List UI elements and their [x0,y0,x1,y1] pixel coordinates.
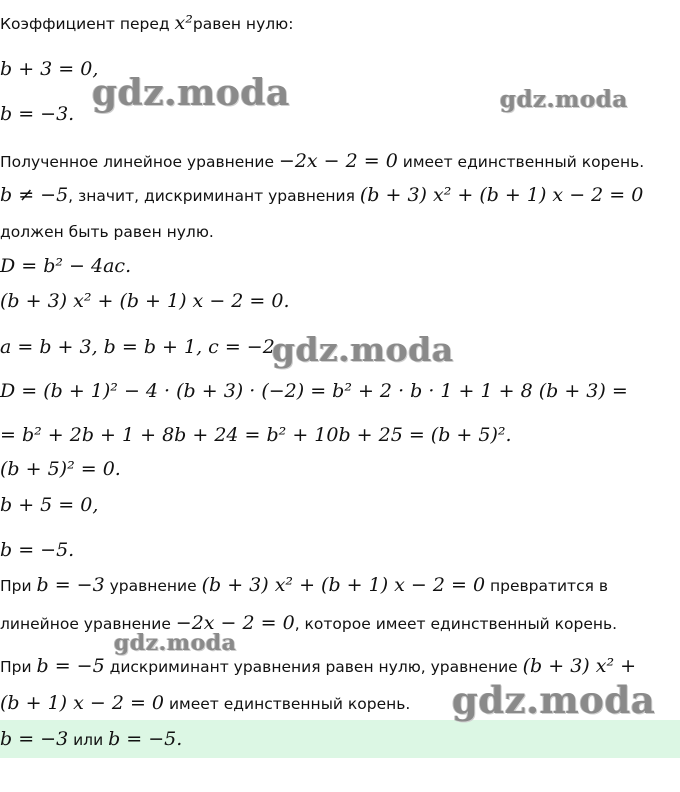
math-expression: x² [174,12,193,34]
math-line-3 [0,103,74,125]
math-expression: (b + 1) x − 2 = 0 [0,692,165,714]
answer-line [0,728,182,750]
math-line-12 [0,458,121,480]
text-line-6 [0,222,214,241]
math-line-14 [0,539,74,561]
answer-box [0,720,680,758]
watermark-logo: gdz.moda [500,86,628,113]
math-expression: (b + 3) x² + [522,655,637,677]
math-expression: D = b² − 4ac. [0,255,132,277]
math-expression: −2x − 2 = 0 [278,150,398,172]
math-expression: D = (b + 1)² − 4 · (b + 3) · (−2) = b² + 2 · b · 1 + 1 + 8 (b + 3) = [0,380,628,402]
math-expression: b = −5 [36,655,105,677]
text-fragment: уравнение [104,577,202,595]
text-fragment: имеет единственный корень. [397,153,645,171]
math-expression: b = −3 [36,574,105,596]
text-fragment: должен быть равен нулю. [0,223,214,241]
text-fragment: или [68,731,109,749]
text-fragment: Полученное линейное уравнение [0,153,279,171]
text-fragment: При [0,658,37,676]
text-fragment: Коэффициент перед [0,15,175,33]
math-expression: a = b + 3, b = b + 1, c = −2. [0,336,281,358]
text-fragment: превратится в [485,577,608,595]
math-expression: b ≠ −5 [0,184,69,206]
math-expression: (b + 3) x² + (b + 1) x − 2 = 0 [359,184,644,206]
text-line-17 [0,655,636,677]
text-fragment: имеет единственный корень. [164,695,411,713]
watermark-logo: gdz.moda [452,678,656,722]
watermark-logo: gdz.moda [92,72,290,114]
math-expression: b = −5. [0,539,75,561]
text-fragment: , значит, дискриминант уравнения [68,187,360,205]
math-line-7 [0,255,131,277]
math-line-11 [0,424,512,446]
text-line-16 [0,612,617,634]
math-line-13 [0,494,98,516]
text-fragment: линейное уравнение [0,615,176,633]
math-expression: b = −5. [108,728,183,750]
text-line-18 [0,692,410,714]
watermark-logo: gdz.moda [114,630,237,656]
math-expression: b = −3. [0,103,75,125]
text-line-4 [0,150,644,172]
text-fragment: При [0,577,37,595]
text-line-5 [0,184,643,206]
math-line-10 [0,380,628,402]
text-fragment: , которое имеет единственный корень. [294,615,618,633]
math-expression: = b² + 2b + 1 + 8b + 24 = b² + 10b + 25 = (b + 5)². [0,424,512,446]
math-expression: (b + 3) x² + (b + 1) x − 2 = 0. [0,290,290,312]
math-expression: (b + 3) x² + (b + 1) x − 2 = 0 [201,574,486,596]
text-line-1 [0,12,293,34]
math-line-2 [0,58,98,80]
math-line-8 [0,290,290,312]
math-line-9 [0,336,281,358]
text-fragment: дискриминант уравнения равен нулю, уравнение [104,658,523,676]
math-expression: b + 3 = 0, [0,58,99,80]
text-line-15 [0,574,608,596]
math-expression: (b + 5)² = 0. [0,458,121,480]
text-fragment: равен нулю: [192,15,294,33]
math-expression: b + 5 = 0, [0,494,99,516]
watermark-logo: gdz.moda [272,330,454,369]
math-expression: b = −3 [0,728,69,750]
math-expression: −2x − 2 = 0 [175,612,295,634]
